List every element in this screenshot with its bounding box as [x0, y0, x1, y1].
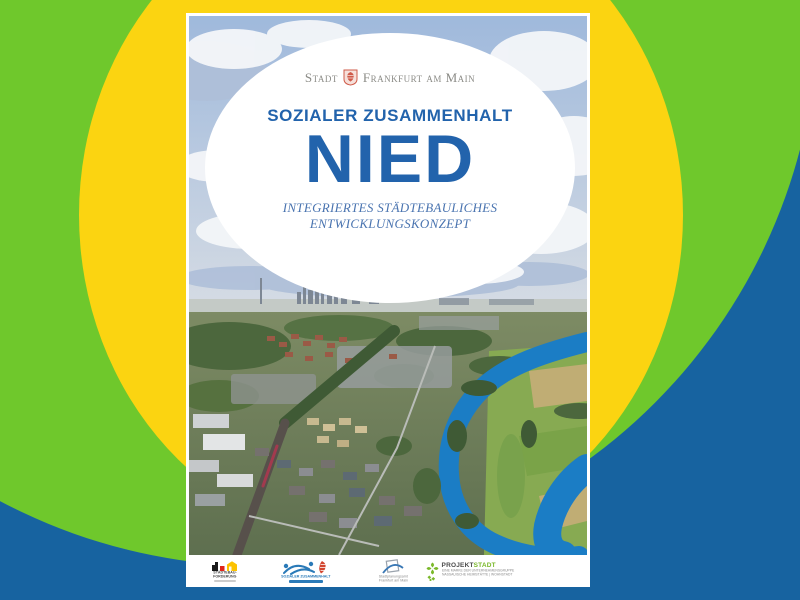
cover-subtitle — [283, 200, 498, 232]
szh-caption: SOZIALER ZUSAMMENHALT — [281, 574, 331, 579]
river-peninsula — [497, 434, 525, 518]
ps-line1: EINE MARKE DER UNTERNEHMENSGRUPPE — [441, 568, 514, 572]
sbf-line1: STÄDTEBAU- — [213, 570, 237, 575]
logo-stadtplanungsamt — [361, 559, 426, 583]
stadtplanungsamt-icon — [382, 559, 404, 575]
szh-banner-bar — [289, 580, 323, 583]
report-cover-page — [186, 13, 590, 587]
logo-staedtebaufoerderung — [199, 560, 251, 582]
publisher-word-stadt: Stadt — [304, 69, 338, 85]
spa-line2: Frankfurt am Main — [378, 578, 408, 583]
logo-sozialer-zusammenhalt-hessen — [251, 560, 361, 583]
subtitle-line-1: INTEGRIERTES STÄDTEBAULICHES — [282, 200, 498, 215]
logo-bar — [189, 555, 587, 587]
sbf-line2: FÖRDERUNG — [213, 574, 237, 579]
projektstadt-icon — [426, 562, 439, 581]
title-panel — [205, 33, 575, 303]
projektstadt-brand: PROJEKTSTADT — [441, 561, 496, 569]
ps-line2: NASSAUISCHE HEIMSTÄTTE | WOHNSTADT — [441, 572, 512, 576]
spa-line1: Stadtplanungsamt — [378, 574, 408, 579]
cover-kicker: SOZIALER ZUSAMMENHALT — [267, 106, 513, 125]
cover-title: NIED — [304, 121, 476, 197]
frankfurt-eagle-crest-icon — [343, 69, 358, 86]
sbf-fineprint-bar — [214, 580, 236, 582]
subtitle-line-2: ENTWICKLUNGSKONZEPT — [309, 216, 471, 231]
publisher-word-frankfurt: Frankfurt am Main — [362, 69, 476, 85]
publisher-logo — [305, 69, 475, 86]
logo-projektstadt — [426, 562, 614, 581]
